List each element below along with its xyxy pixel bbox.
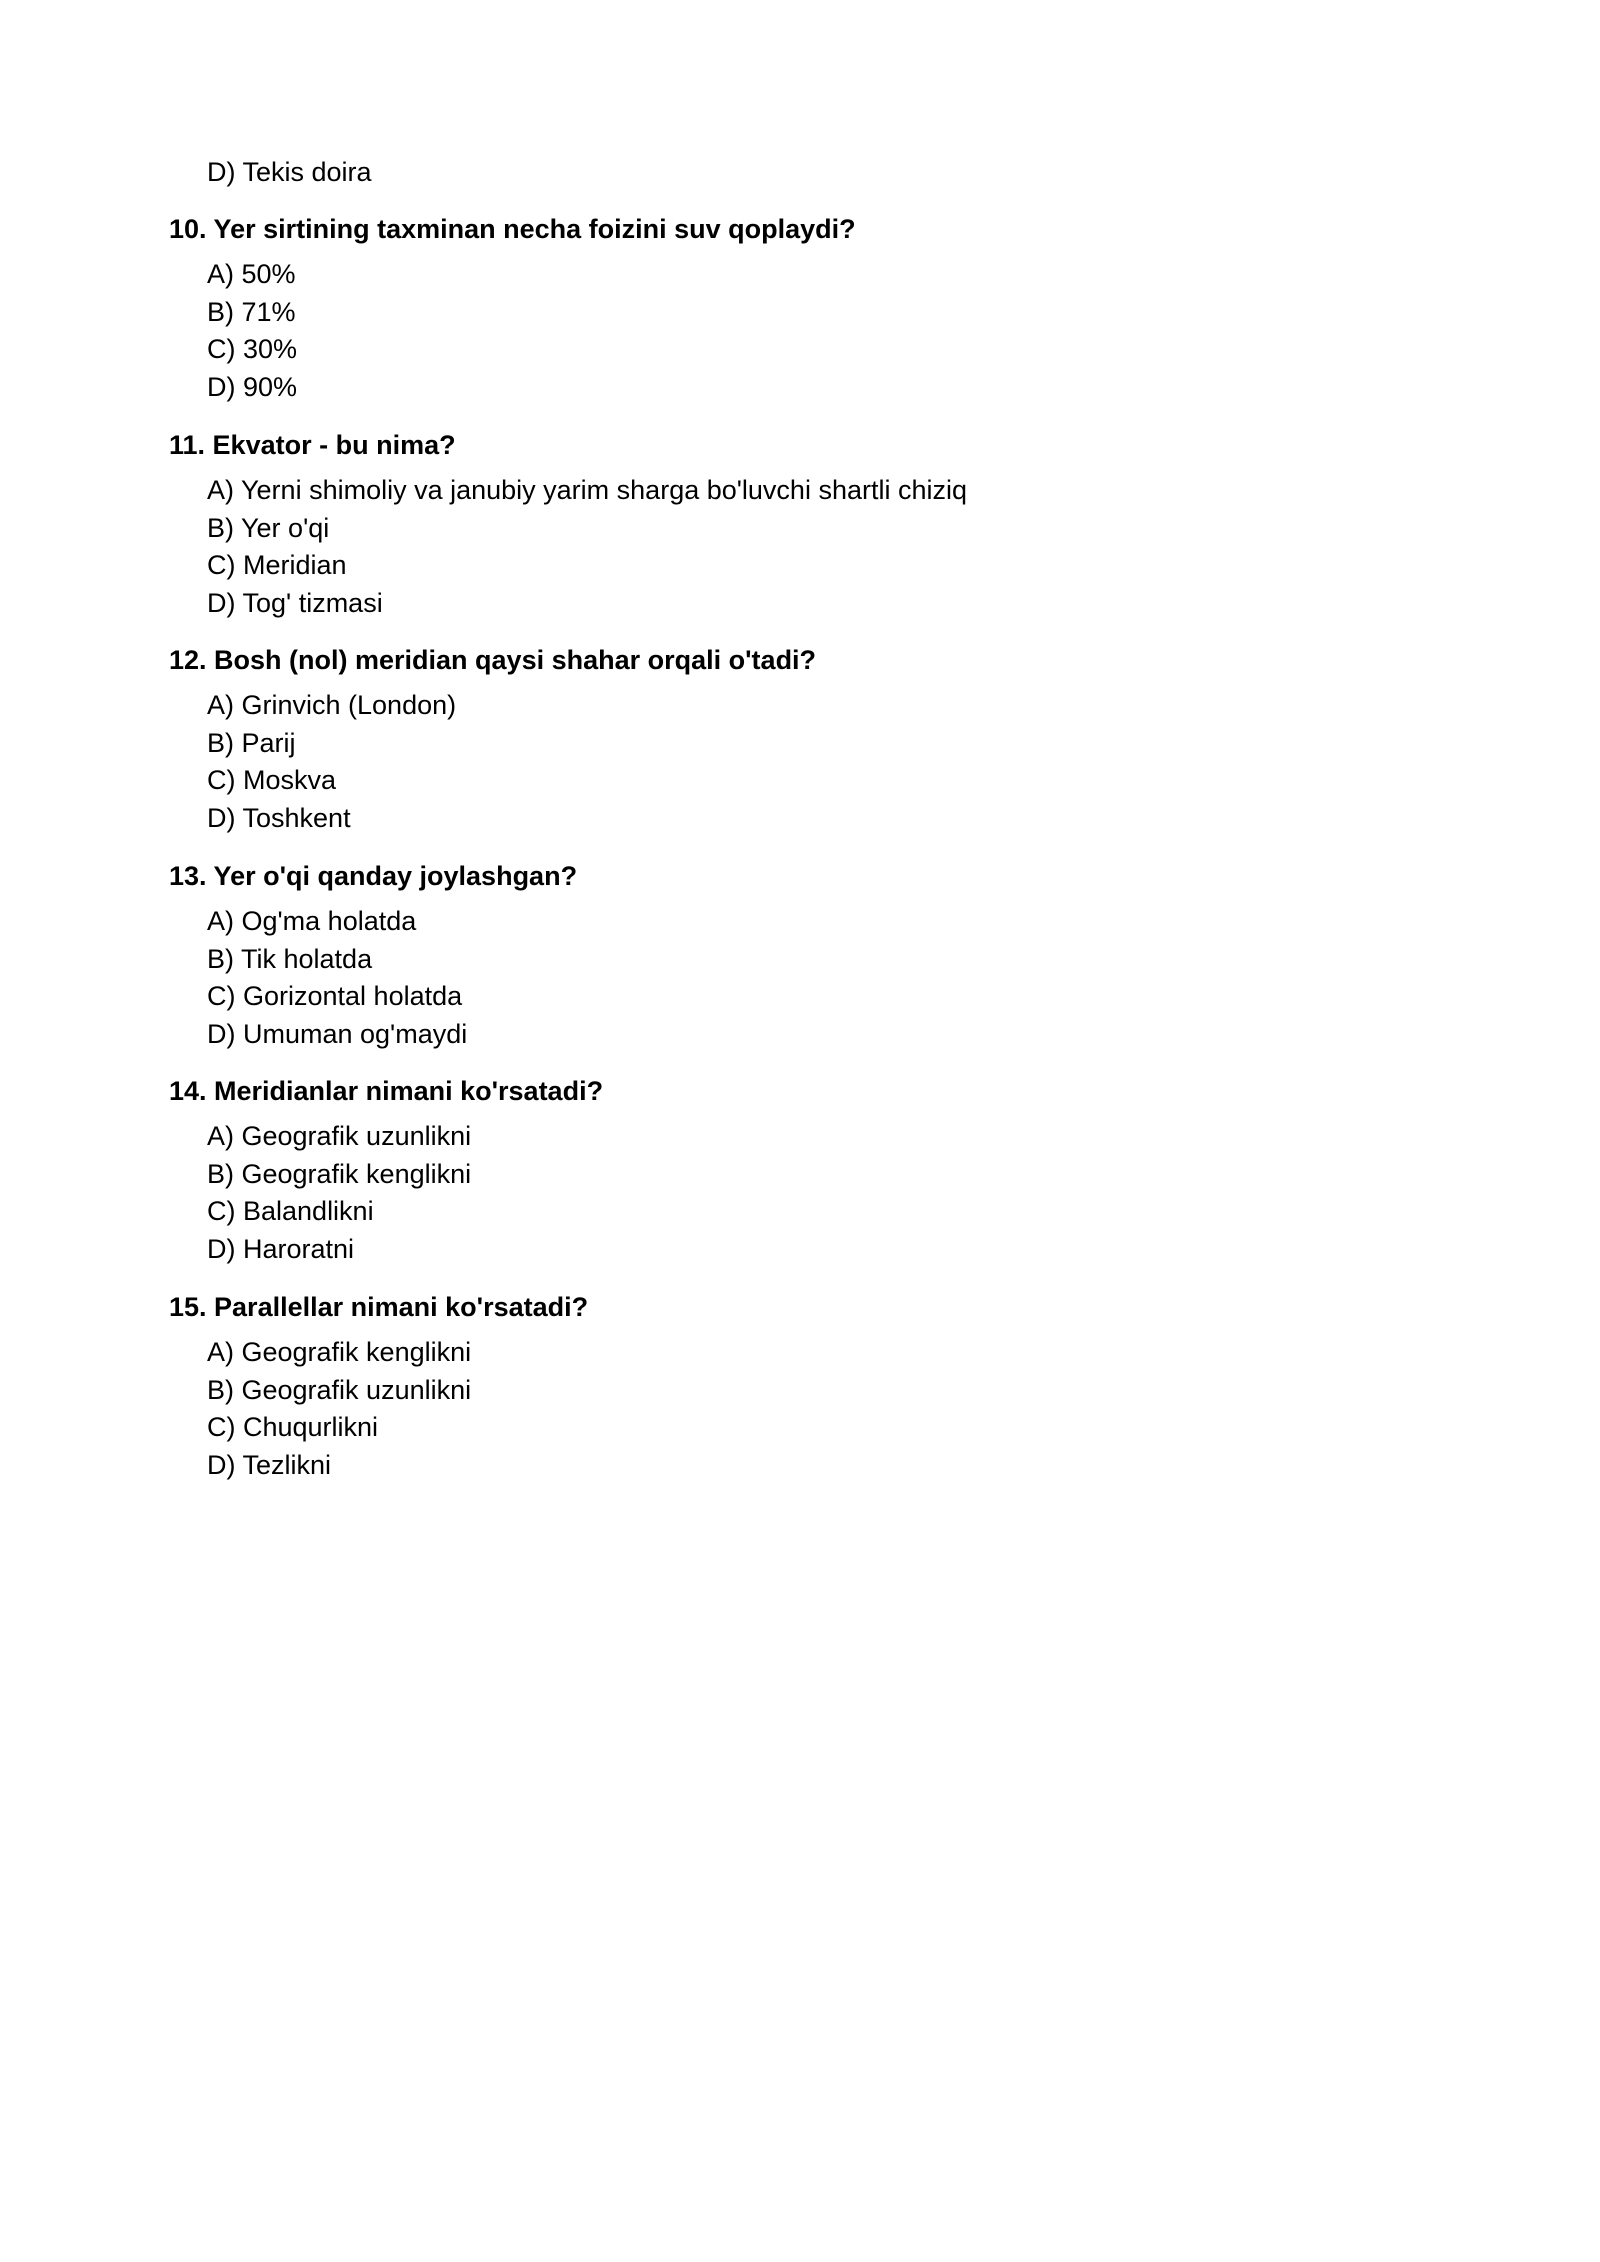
answer-option: C) Meridian xyxy=(207,550,347,581)
answer-option: C) 30% xyxy=(207,334,298,365)
answer-option: D) Haroratni xyxy=(207,1233,355,1264)
answer-options xyxy=(169,1335,1469,1485)
answer-option: A) Geografik uzunlikni xyxy=(207,1121,472,1151)
answer-option: B) Geografik kenglikni xyxy=(207,1158,472,1189)
answer-option: D) 90% xyxy=(207,371,298,402)
answer-option: B) Geografik uzunlikni xyxy=(207,1374,472,1405)
question-title: 11. Ekvator - bu nima? xyxy=(169,430,456,460)
answer-options xyxy=(169,688,1469,838)
answer-option: A) Yerni shimoliy va janubiy yarim sharga bo'luvchi shartli chiziq xyxy=(207,475,967,505)
answer-option: B) Parij xyxy=(207,727,296,758)
question-title: 14. Meridianlar nimani ko'rsatadi? xyxy=(169,1076,604,1106)
answer-options xyxy=(169,257,1469,407)
answer-option: B) Tik holatda xyxy=(207,943,373,974)
answer-option: A) Og'ma holatda xyxy=(207,906,417,936)
answer-option: D) Tekis doira xyxy=(207,157,372,187)
answer-option: C) Moskva xyxy=(207,765,337,796)
answer-option: D) Tezlikni xyxy=(207,1449,332,1480)
question-13 xyxy=(169,859,1469,1054)
answer-options xyxy=(169,1119,1469,1269)
answer-options xyxy=(169,904,1469,1054)
question-title: 13. Yer o'qi qanday joylashgan? xyxy=(169,861,578,891)
answer-option: D) Tog' tizmasi xyxy=(207,587,383,618)
answer-option: D) Umuman og'maydi xyxy=(207,1018,468,1049)
answer-option: D) Toshkent xyxy=(207,802,351,833)
answer-option: C) Chuqurlikni xyxy=(207,1412,379,1443)
answer-options xyxy=(169,473,1469,623)
answer-option: A) Geografik kenglikni xyxy=(207,1337,472,1367)
question-10 xyxy=(169,212,1469,407)
answer-option: A) Grinvich (London) xyxy=(207,690,457,720)
question-11 xyxy=(169,428,1469,623)
question-14 xyxy=(169,1074,1469,1269)
answer-option: B) 71% xyxy=(207,296,296,327)
answer-option: C) Balandlikni xyxy=(207,1196,374,1227)
question-15 xyxy=(169,1290,1469,1485)
question-title: 10. Yer sirtining taxminan necha foizini suv qoplaydi? xyxy=(169,214,856,244)
question-title: 12. Bosh (nol) meridian qaysi shahar orqali o'tadi? xyxy=(169,645,817,675)
answer-option: C) Gorizontal holatda xyxy=(207,981,463,1012)
answer-option: B) Yer o'qi xyxy=(207,512,330,543)
question-12 xyxy=(169,643,1469,838)
question-title: 15. Parallellar nimani ko'rsatadi? xyxy=(169,1292,589,1322)
answer-option: A) 50% xyxy=(207,259,296,289)
